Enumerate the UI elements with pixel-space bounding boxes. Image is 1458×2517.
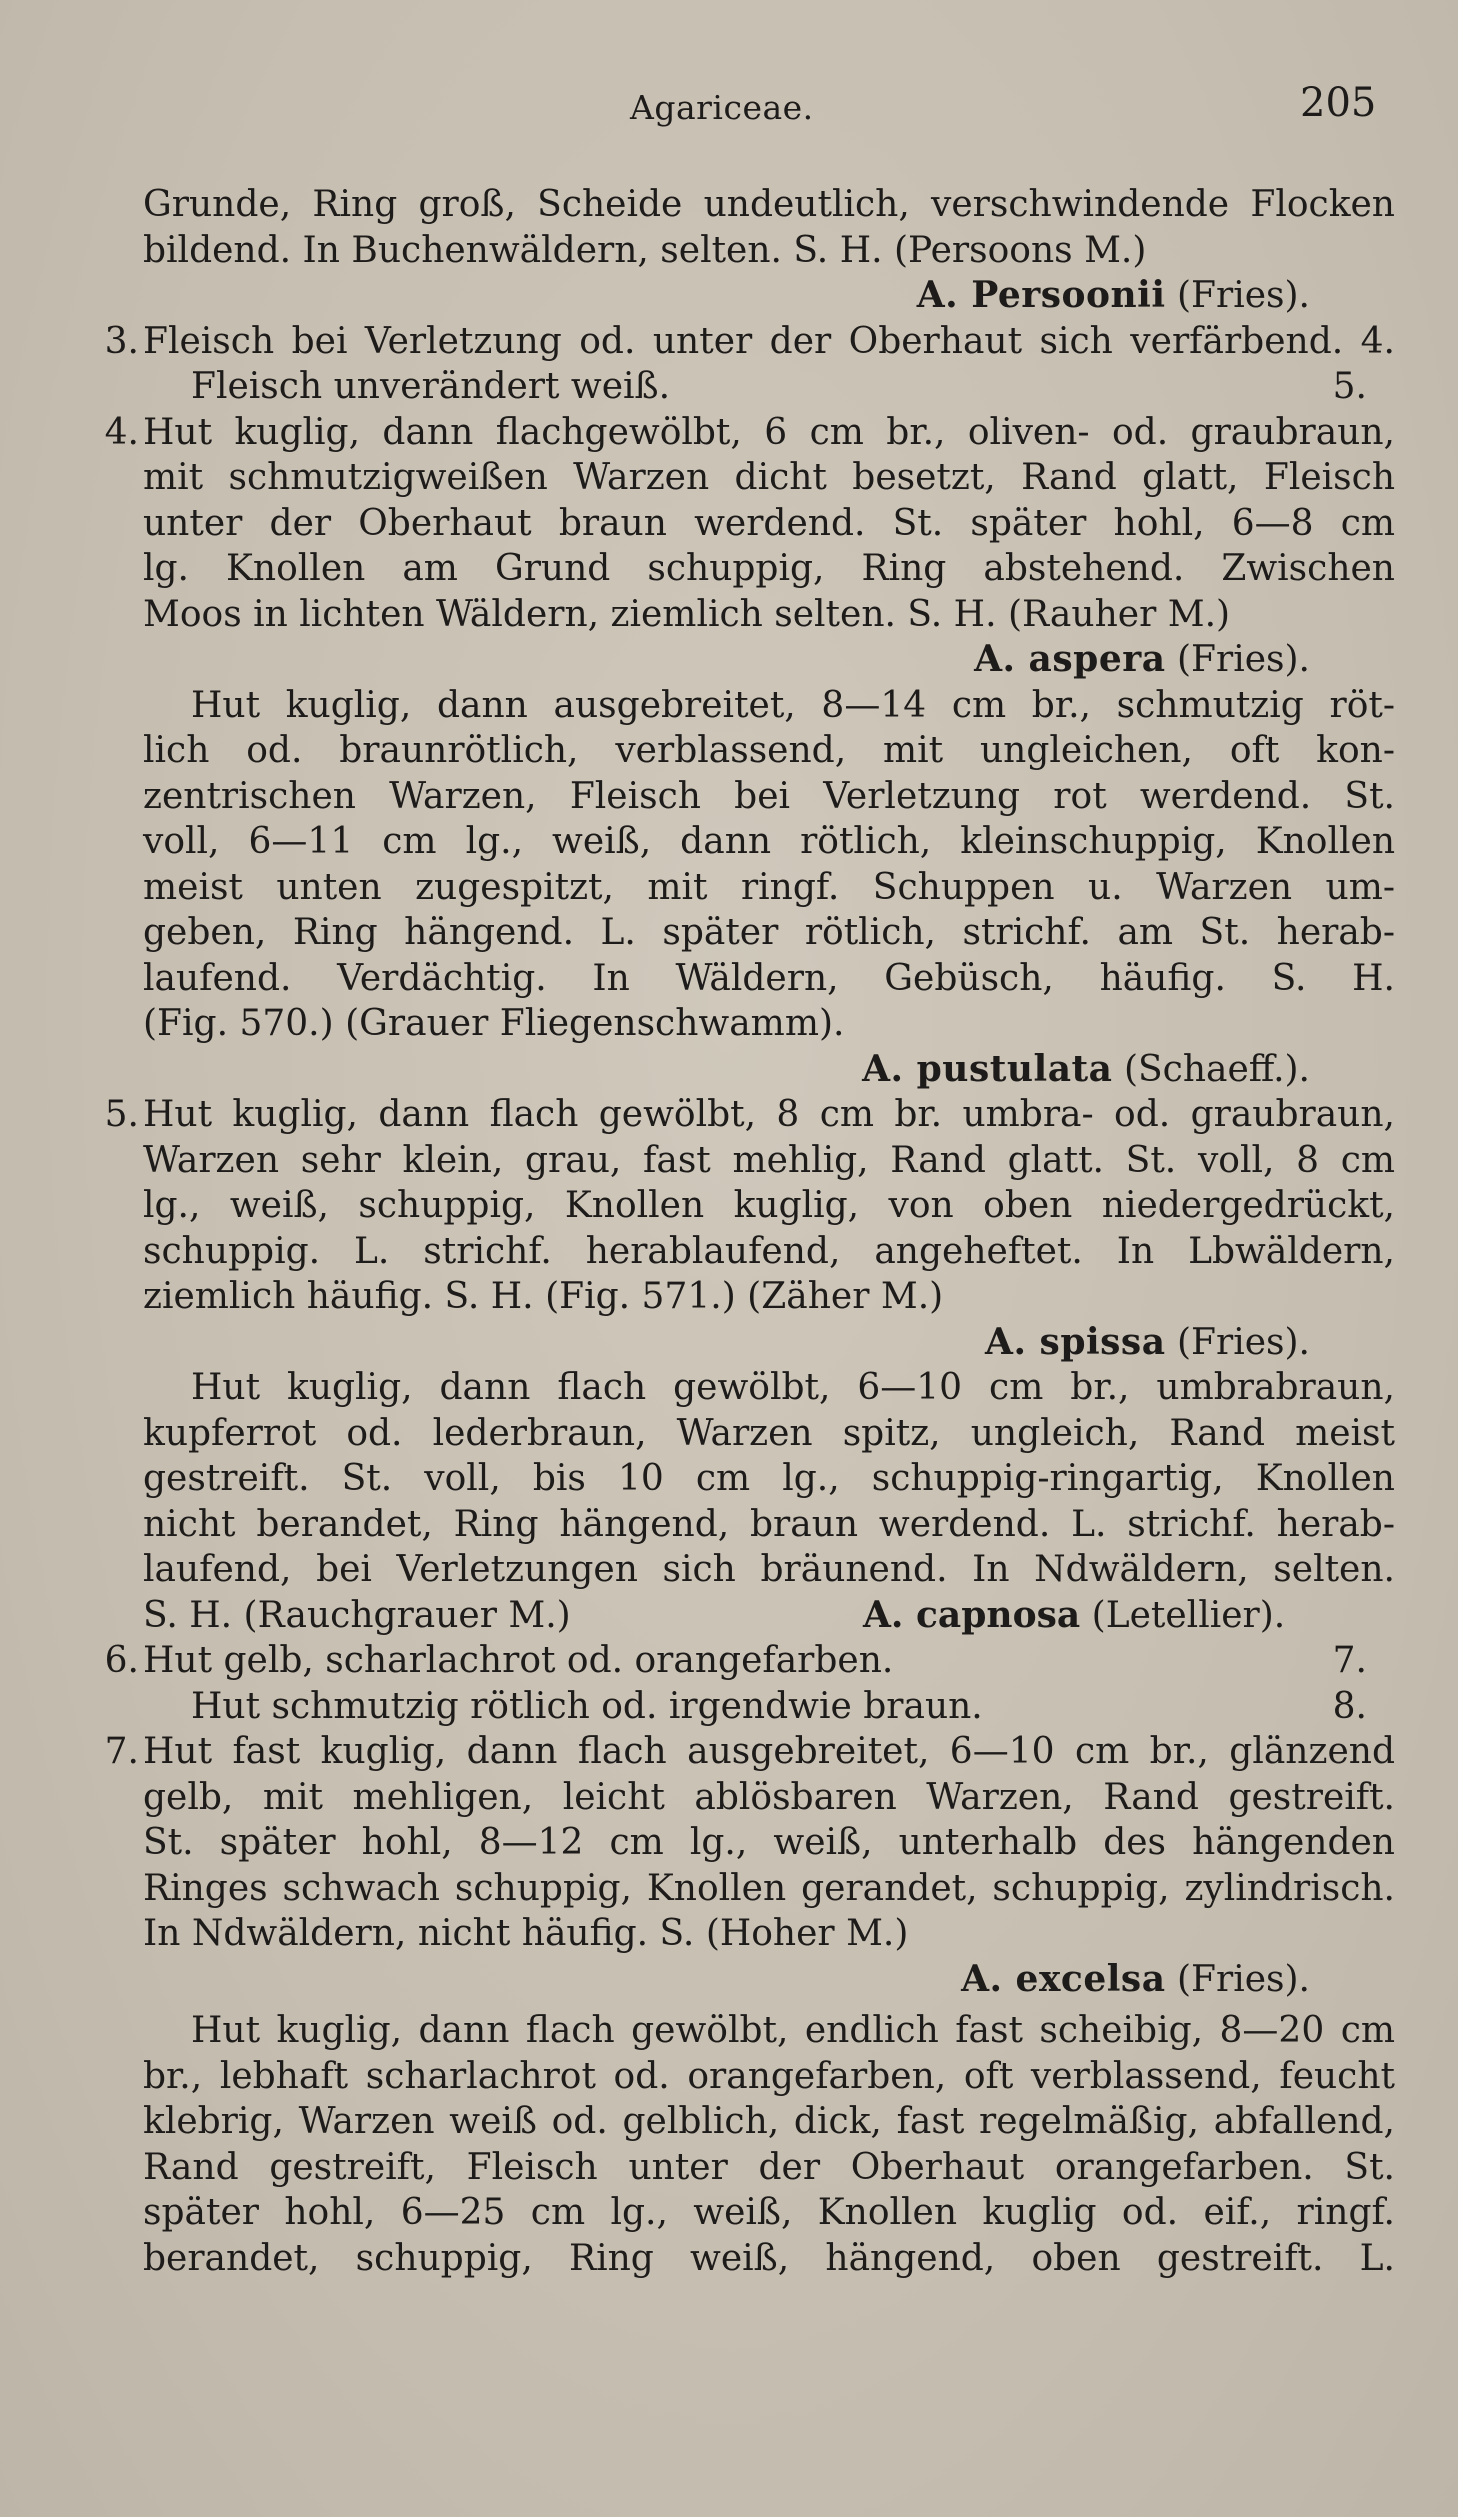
text-line: St. später hohl, 8—12 cm lg., weiß, unterhalb des hängenden xyxy=(143,1822,1395,1863)
running-head: Agariceae. xyxy=(630,88,814,127)
text-line: später hohl, 6—25 cm lg., weiß, Knollen kuglig od. eif., ringf. xyxy=(143,2192,1395,2233)
key-reference: 8. xyxy=(1332,1685,1367,1727)
text-line: lg. Knollen am Grund schuppig, Ring abstehend. Zwischen xyxy=(143,548,1395,589)
key-number: 3. xyxy=(104,320,139,362)
text-line: gelb, mit mehligen, leicht ablösbaren Warzen, Rand gestreift. xyxy=(143,1776,1395,1818)
species-author: (Schaeff.). xyxy=(1123,1048,1310,1090)
species-author: (Letellier). xyxy=(1091,1594,1286,1636)
text-line: klebrig, Warzen weiß od. gelblich, dick, fast regelmäßig, abfallend, xyxy=(143,2101,1395,2142)
alt-text: Hut schmutzig rötlich od. irgendwie braun. xyxy=(191,1685,983,1727)
key-entry xyxy=(95,410,1395,683)
text-line: gestreift. St. voll, bis 10 cm lg., schuppig-ringartig, Knollen xyxy=(143,1458,1395,1499)
text-line: Fleisch bei Verletzung od. unter der Oberhaut sich verfärbend. 4. xyxy=(143,320,1395,362)
text-line: meist unten zugespitzt, mit ringf. Schuppen u. Warzen um- xyxy=(143,866,1395,908)
text-line: Moos in lichten Wäldern, ziemlich selten. S. H. (Rauher M.) xyxy=(143,593,1231,635)
text-line-with-taxon xyxy=(143,1593,1395,1639)
text-line: Hut kuglig, dann flach gewölbt, 6—10 cm br., umbrabraun, xyxy=(191,1367,1395,1408)
taxon-name xyxy=(143,1957,1395,2003)
text-line: Grunde, Ring groß, Scheide undeutlich, verschwindende Flocken xyxy=(143,184,1395,225)
text-line: Hut kuglig, dann flach gewölbt, endlich fast scheibig, 8—20 cm xyxy=(191,2010,1395,2051)
page-body xyxy=(95,182,1395,2281)
key-number: 5. xyxy=(104,1094,139,1135)
key-reference: 5. xyxy=(1332,366,1367,407)
text-line: voll, 6—11 cm lg., weiß, dann rötlich, kleinschuppig, Knollen xyxy=(143,821,1395,862)
key-number: 4. xyxy=(104,411,139,453)
text-line: lg., weiß, schuppig, Knollen kuglig, von oben niedergedrückt, xyxy=(143,1185,1395,1226)
text-line: ziemlich häufig. S. H. (Fig. 571.) (Zäher M.) xyxy=(143,1276,944,1317)
page-number: 205 xyxy=(1300,80,1377,126)
species-name: A. pustulata xyxy=(862,1047,1113,1090)
text-line: Hut kuglig, dann flach gewölbt, 8 cm br. umbra- od. graubraun, xyxy=(143,1094,1395,1135)
text-block xyxy=(95,182,1395,319)
key-entry xyxy=(95,1729,1395,2002)
key-alternative xyxy=(143,364,1395,410)
key-alternative-block xyxy=(95,683,1395,1093)
alt-text: Hut gelb, scharlachrot od. orangefarben. xyxy=(143,1640,894,1681)
text-line: nicht berandet, Ring hängend, braun werdend. L. strichf. herab- xyxy=(143,1503,1395,1545)
key-alternative-block xyxy=(95,1365,1395,1638)
species-author: (Fries). xyxy=(1176,275,1310,316)
text-line: geben, Ring hängend. L. später rötlich, strichf. am St. herab- xyxy=(143,912,1395,953)
key-entry xyxy=(95,319,1395,410)
alt-text: Fleisch unverändert weiß. xyxy=(191,366,671,407)
text-line: unter der Oberhaut braun werdend. St. später hohl, 6—8 cm xyxy=(143,502,1395,544)
text-line: kupferrot od. lederbraun, Warzen spitz, ungleich, Rand meist xyxy=(143,1412,1395,1454)
species-name: A. Persoonii xyxy=(916,274,1166,316)
species-author: (Fries). xyxy=(1176,1321,1310,1363)
key-alternative xyxy=(143,1684,1395,1730)
text-line: Rand gestreift, Fleisch unter der Oberhaut orangefarben. St. xyxy=(143,2146,1395,2188)
text-line: mit schmutzigweißen Warzen dicht besetzt, Rand glatt, Fleisch xyxy=(143,457,1395,498)
taxon-name xyxy=(863,1593,1285,1639)
key-number: 7. xyxy=(104,1731,139,1772)
taxon-name xyxy=(143,1320,1395,1366)
text-line: schuppig. L. strichf. herablaufend, angeheftet. In Lbwäldern, xyxy=(143,1230,1395,1272)
text-line: laufend, bei Verletzungen sich bräunend. In Ndwäldern, selten. xyxy=(143,1549,1395,1590)
key-reference: 7. xyxy=(1332,1640,1367,1681)
species-name: A. spissa xyxy=(985,1320,1166,1363)
text-line: Ringes schwach schuppig, Knollen gerandet, schuppig, zylindrisch. xyxy=(143,1867,1395,1909)
text-line: berandet, schuppig, Ring weiß, hängend, oben gestreift. L. xyxy=(143,2237,1395,2279)
text-fragment: S. H. (Rauchgrauer M.) xyxy=(143,1594,571,1636)
text-line: Hut fast kuglig, dann flach ausgebreitet, 6—10 cm br., glänzend xyxy=(143,1731,1395,1772)
text-line: Hut kuglig, dann ausgebreitet, 8—14 cm br., schmutzig röt- xyxy=(191,684,1395,726)
species-name: A. excelsa xyxy=(961,1957,1166,2000)
key-entry xyxy=(95,1092,1395,1365)
text-line: zentrischen Warzen, Fleisch bei Verletzung rot werdend. St. xyxy=(143,775,1395,817)
key-number: 6. xyxy=(104,1640,139,1681)
species-author: (Fries). xyxy=(1176,1958,1310,2000)
text-line: Hut kuglig, dann flachgewölbt, 6 cm br., oliven- od. graubraun, xyxy=(143,411,1395,453)
species-name: A. capnosa xyxy=(863,1593,1081,1636)
key-alternative-block xyxy=(95,2008,1395,2281)
text-line: br., lebhaft scharlachrot od. orangefarben, oft verblassend, feucht xyxy=(143,2055,1395,2097)
text-line: (Fig. 570.) (Grauer Fliegenschwamm). xyxy=(143,1003,845,1044)
taxon-name xyxy=(143,273,1395,319)
species-author: (Fries). xyxy=(1176,639,1310,680)
key-alternative xyxy=(143,1638,1395,1684)
taxon-name xyxy=(143,1047,1395,1093)
key-entry xyxy=(95,1638,1395,1729)
text-line: Warzen sehr klein, grau, fast mehlig, Rand glatt. St. voll, 8 cm xyxy=(143,1139,1395,1181)
text-line: In Ndwäldern, nicht häufig. S. (Hoher M.) xyxy=(143,1913,909,1954)
taxon-name xyxy=(143,637,1395,683)
species-name: A. aspera xyxy=(974,638,1166,680)
text-line: laufend. Verdächtig. In Wäldern, Gebüsch, häufig. S. H. xyxy=(143,957,1395,999)
text-line: lich od. braunrötlich, verblassend, mit ungleichen, oft kon- xyxy=(143,730,1395,771)
text-line: bildend. In Buchenwäldern, selten. S. H. (Persoons M.) xyxy=(143,229,1147,271)
